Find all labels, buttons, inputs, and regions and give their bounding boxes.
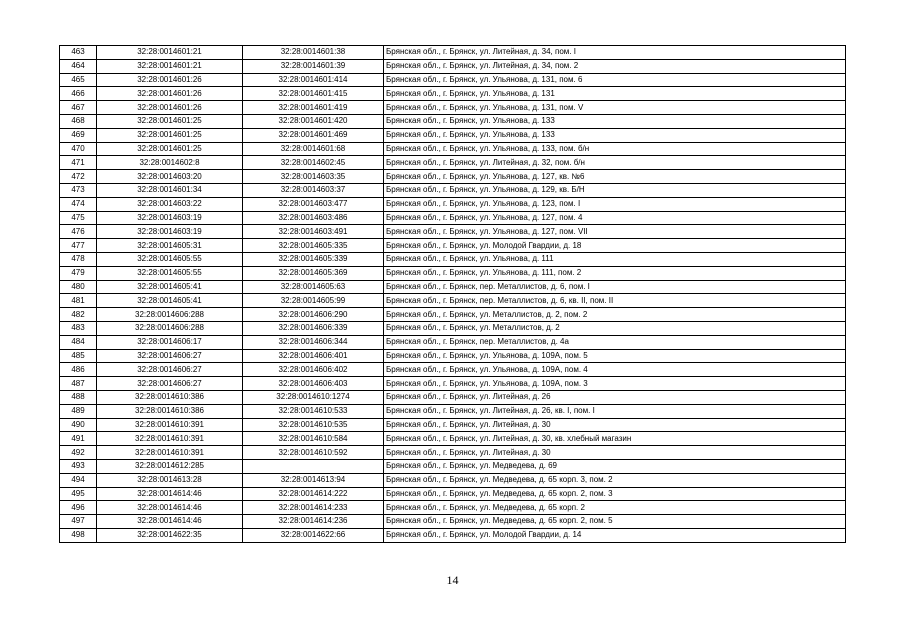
address-cell: Брянская обл., г. Брянск, ул. Ульянова, д. 127, пом. 4 bbox=[384, 211, 846, 225]
row-number-cell: 463 bbox=[60, 46, 97, 60]
row-number-cell: 474 bbox=[60, 197, 97, 211]
object-number-cell: 32:28:0014603:486 bbox=[243, 211, 384, 225]
parcel-number-cell: 32:28:0014601:21 bbox=[97, 59, 243, 73]
table-row bbox=[60, 280, 846, 294]
row-number-cell: 484 bbox=[60, 335, 97, 349]
parcel-number-cell: 32:28:0014605:41 bbox=[97, 280, 243, 294]
parcel-number-cell: 32:28:0014605:41 bbox=[97, 294, 243, 308]
row-number-cell: 470 bbox=[60, 142, 97, 156]
object-number-cell: 32:28:0014606:402 bbox=[243, 363, 384, 377]
address-cell: Брянская обл., г. Брянск, ул. Литейная, д. 34, пом. 2 bbox=[384, 59, 846, 73]
object-number-cell: 32:28:0014603:491 bbox=[243, 225, 384, 239]
row-number-cell: 483 bbox=[60, 321, 97, 335]
parcel-number-cell: 32:28:0014610:386 bbox=[97, 390, 243, 404]
row-number-cell: 498 bbox=[60, 528, 97, 542]
table-row bbox=[60, 418, 846, 432]
address-cell: Брянская обл., г. Брянск, ул. Ульянова, д. 133, пом. б/н bbox=[384, 142, 846, 156]
table-row bbox=[60, 170, 846, 184]
address-cell: Брянская обл., г. Брянск, ул. Литейная, д. 26 bbox=[384, 390, 846, 404]
table-row bbox=[60, 473, 846, 487]
object-number-cell: 32:28:0014601:38 bbox=[243, 46, 384, 60]
parcel-number-cell: 32:28:0014601:26 bbox=[97, 87, 243, 101]
parcel-number-cell: 32:28:0014606:27 bbox=[97, 363, 243, 377]
table-row bbox=[60, 101, 846, 115]
table-row bbox=[60, 128, 846, 142]
table-row bbox=[60, 432, 846, 446]
object-number-cell: 32:28:0014601:469 bbox=[243, 128, 384, 142]
parcel-number-cell: 32:28:0014614:46 bbox=[97, 487, 243, 501]
row-number-cell: 492 bbox=[60, 446, 97, 460]
table-row bbox=[60, 501, 846, 515]
row-number-cell: 473 bbox=[60, 183, 97, 197]
table-row bbox=[60, 459, 846, 473]
table-row bbox=[60, 211, 846, 225]
row-number-cell: 494 bbox=[60, 473, 97, 487]
row-number-cell: 466 bbox=[60, 87, 97, 101]
parcel-number-cell: 32:28:0014601:25 bbox=[97, 114, 243, 128]
address-cell: Брянская обл., г. Брянск, пер. Металлистов, д. 6, кв. II, пом. II bbox=[384, 294, 846, 308]
row-number-cell: 495 bbox=[60, 487, 97, 501]
address-cell: Брянская обл., г. Брянск, ул. Литейная, д. 26, кв. I, пом. I bbox=[384, 404, 846, 418]
address-cell: Брянская обл., г. Брянск, ул. Литейная, д. 30 bbox=[384, 418, 846, 432]
parcel-number-cell: 32:28:0014601:21 bbox=[97, 46, 243, 60]
parcel-number-cell: 32:28:0014601:26 bbox=[97, 101, 243, 115]
page-number: 14 bbox=[446, 573, 459, 587]
row-number-cell: 493 bbox=[60, 459, 97, 473]
parcel-number-cell: 32:28:0014603:22 bbox=[97, 197, 243, 211]
parcel-number-cell: 32:28:0014622:35 bbox=[97, 528, 243, 542]
row-number-cell: 475 bbox=[60, 211, 97, 225]
table-row bbox=[60, 225, 846, 239]
parcel-number-cell: 32:28:0014606:288 bbox=[97, 321, 243, 335]
parcel-number-cell: 32:28:0014606:27 bbox=[97, 377, 243, 391]
row-number-cell: 479 bbox=[60, 266, 97, 280]
table-row bbox=[60, 308, 846, 322]
row-number-cell: 496 bbox=[60, 501, 97, 515]
object-number-cell: 32:28:0014605:63 bbox=[243, 280, 384, 294]
table-row bbox=[60, 321, 846, 335]
address-cell: Брянская обл., г. Брянск, ул. Ульянова, д. 111 bbox=[384, 252, 846, 266]
table-row bbox=[60, 404, 846, 418]
table-row bbox=[60, 528, 846, 542]
row-number-cell: 468 bbox=[60, 114, 97, 128]
row-number-cell: 469 bbox=[60, 128, 97, 142]
table-row bbox=[60, 73, 846, 87]
address-cell: Брянская обл., г. Брянск, ул. Молодой Гвардии, д. 14 bbox=[384, 528, 846, 542]
row-number-cell: 488 bbox=[60, 390, 97, 404]
parcel-number-cell: 32:28:0014601:25 bbox=[97, 128, 243, 142]
address-cell: Брянская обл., г. Брянск, ул. Ульянова, д. 111, пом. 2 bbox=[384, 266, 846, 280]
row-number-cell: 465 bbox=[60, 73, 97, 87]
object-number-cell: 32:28:0014601:415 bbox=[243, 87, 384, 101]
parcel-number-cell: 32:28:0014603:20 bbox=[97, 170, 243, 184]
parcel-number-cell: 32:28:0014603:19 bbox=[97, 225, 243, 239]
address-cell: Брянская обл., г. Брянск, ул. Ульянова, д. 131, пом. 6 bbox=[384, 73, 846, 87]
table-row bbox=[60, 59, 846, 73]
parcel-number-cell: 32:28:0014612:285 bbox=[97, 459, 243, 473]
address-cell: Брянская обл., г. Брянск, ул. Металлистов, д. 2, пом. 2 bbox=[384, 308, 846, 322]
row-number-cell: 476 bbox=[60, 225, 97, 239]
parcel-number-cell: 32:28:0014613:28 bbox=[97, 473, 243, 487]
address-cell: Брянская обл., г. Брянск, ул. Медведева, д. 69 bbox=[384, 459, 846, 473]
parcel-number-cell: 32:28:0014610:391 bbox=[97, 446, 243, 460]
table-row bbox=[60, 446, 846, 460]
table-row bbox=[60, 363, 846, 377]
table-row bbox=[60, 197, 846, 211]
table-row bbox=[60, 87, 846, 101]
object-number-cell: 32:28:0014606:403 bbox=[243, 377, 384, 391]
row-number-cell: 485 bbox=[60, 349, 97, 363]
object-number-cell: 32:28:0014606:339 bbox=[243, 321, 384, 335]
parcel-number-cell: 32:28:0014603:19 bbox=[97, 211, 243, 225]
parcel-number-cell: 32:28:0014602:8 bbox=[97, 156, 243, 170]
row-number-cell: 481 bbox=[60, 294, 97, 308]
address-cell: Брянская обл., г. Брянск, ул. Ульянова, д. 127, пом. VII bbox=[384, 225, 846, 239]
address-cell: Брянская обл., г. Брянск, ул. Ульянова, д. 129, кв. Б/Н bbox=[384, 183, 846, 197]
object-number-cell: 32:28:0014610:1274 bbox=[243, 390, 384, 404]
row-number-cell: 477 bbox=[60, 239, 97, 253]
parcel-number-cell: 32:28:0014610:391 bbox=[97, 432, 243, 446]
registry-table bbox=[59, 45, 846, 543]
address-cell: Брянская обл., г. Брянск, ул. Ульянова, д. 133 bbox=[384, 114, 846, 128]
table-row bbox=[60, 515, 846, 529]
object-number-cell: 32:28:0014605:339 bbox=[243, 252, 384, 266]
object-number-cell: 32:28:0014610:535 bbox=[243, 418, 384, 432]
address-cell: Брянская обл., г. Брянск, ул. Литейная, д. 30, кв. хлебный магазин bbox=[384, 432, 846, 446]
object-number-cell: 32:28:0014610:592 bbox=[243, 446, 384, 460]
address-cell: Брянская обл., г. Брянск, ул. Литейная, д. 30 bbox=[384, 446, 846, 460]
row-number-cell: 472 bbox=[60, 170, 97, 184]
address-cell: Брянская обл., г. Брянск, ул. Ульянова, д. 131 bbox=[384, 87, 846, 101]
row-number-cell: 478 bbox=[60, 252, 97, 266]
object-number-cell: 32:28:0014601:68 bbox=[243, 142, 384, 156]
table-row bbox=[60, 377, 846, 391]
object-number-cell: 32:28:0014610:584 bbox=[243, 432, 384, 446]
object-number-cell: 32:28:0014614:222 bbox=[243, 487, 384, 501]
table-row bbox=[60, 294, 846, 308]
row-number-cell: 471 bbox=[60, 156, 97, 170]
parcel-number-cell: 32:28:0014605:31 bbox=[97, 239, 243, 253]
address-cell: Брянская обл., г. Брянск, ул. Ульянова, д. 127, кв. №6 bbox=[384, 170, 846, 184]
object-number-cell: 32:28:0014606:401 bbox=[243, 349, 384, 363]
table-row bbox=[60, 266, 846, 280]
row-number-cell: 480 bbox=[60, 280, 97, 294]
table-row bbox=[60, 390, 846, 404]
object-number-cell bbox=[243, 459, 384, 473]
object-number-cell: 32:28:0014622:66 bbox=[243, 528, 384, 542]
object-number-cell: 32:28:0014601:39 bbox=[243, 59, 384, 73]
object-number-cell: 32:28:0014601:414 bbox=[243, 73, 384, 87]
table-row bbox=[60, 349, 846, 363]
parcel-number-cell: 32:28:0014605:55 bbox=[97, 266, 243, 280]
table-row bbox=[60, 239, 846, 253]
address-cell: Брянская обл., г. Брянск, ул. Медведева, д. 65 корп. 2, пом. 3 bbox=[384, 487, 846, 501]
parcel-number-cell: 32:28:0014606:17 bbox=[97, 335, 243, 349]
row-number-cell: 487 bbox=[60, 377, 97, 391]
object-number-cell: 32:28:0014614:233 bbox=[243, 501, 384, 515]
object-number-cell: 32:28:0014602:45 bbox=[243, 156, 384, 170]
address-cell: Брянская обл., г. Брянск, ул. Медведева, д. 65 корп. 2, пом. 5 bbox=[384, 515, 846, 529]
table-row bbox=[60, 252, 846, 266]
address-cell: Брянская обл., г. Брянск, ул. Ульянова, д. 133 bbox=[384, 128, 846, 142]
parcel-number-cell: 32:28:0014614:46 bbox=[97, 501, 243, 515]
row-number-cell: 490 bbox=[60, 418, 97, 432]
table-row bbox=[60, 183, 846, 197]
address-cell: Брянская обл., г. Брянск, ул. Металлистов, д. 2 bbox=[384, 321, 846, 335]
address-cell: Брянская обл., г. Брянск, ул. Ульянова, д. 109А, пом. 4 bbox=[384, 363, 846, 377]
object-number-cell: 32:28:0014606:344 bbox=[243, 335, 384, 349]
parcel-number-cell: 32:28:0014606:288 bbox=[97, 308, 243, 322]
row-number-cell: 497 bbox=[60, 515, 97, 529]
row-number-cell: 464 bbox=[60, 59, 97, 73]
table-row bbox=[60, 487, 846, 501]
table-row bbox=[60, 335, 846, 349]
row-number-cell: 467 bbox=[60, 101, 97, 115]
table-row bbox=[60, 142, 846, 156]
row-number-cell: 482 bbox=[60, 308, 97, 322]
address-cell: Брянская обл., г. Брянск, ул. Литейная, д. 32, пом. б/н bbox=[384, 156, 846, 170]
parcel-number-cell: 32:28:0014614:46 bbox=[97, 515, 243, 529]
object-number-cell: 32:28:0014603:477 bbox=[243, 197, 384, 211]
address-cell: Брянская обл., г. Брянск, ул. Медведева, д. 65 корп. 2 bbox=[384, 501, 846, 515]
address-cell: Брянская обл., г. Брянск, ул. Литейная, д. 34, пом. I bbox=[384, 46, 846, 60]
object-number-cell: 32:28:0014603:35 bbox=[243, 170, 384, 184]
table-row bbox=[60, 114, 846, 128]
parcel-number-cell: 32:28:0014601:26 bbox=[97, 73, 243, 87]
object-number-cell: 32:28:0014605:335 bbox=[243, 239, 384, 253]
object-number-cell: 32:28:0014605:369 bbox=[243, 266, 384, 280]
row-number-cell: 491 bbox=[60, 432, 97, 446]
row-number-cell: 486 bbox=[60, 363, 97, 377]
address-cell: Брянская обл., г. Брянск, ул. Ульянова, д. 109А, пом. 5 bbox=[384, 349, 846, 363]
row-number-cell: 489 bbox=[60, 404, 97, 418]
parcel-number-cell: 32:28:0014610:391 bbox=[97, 418, 243, 432]
address-cell: Брянская обл., г. Брянск, пер. Металлистов, д. 4а bbox=[384, 335, 846, 349]
registry-table-body bbox=[60, 46, 846, 543]
object-number-cell: 32:28:0014606:290 bbox=[243, 308, 384, 322]
object-number-cell: 32:28:0014613:94 bbox=[243, 473, 384, 487]
object-number-cell: 32:28:0014601:420 bbox=[243, 114, 384, 128]
table-row bbox=[60, 156, 846, 170]
parcel-number-cell: 32:28:0014606:27 bbox=[97, 349, 243, 363]
parcel-number-cell: 32:28:0014610:386 bbox=[97, 404, 243, 418]
address-cell: Брянская обл., г. Брянск, ул. Медведева, д. 65 корп. 3, пом. 2 bbox=[384, 473, 846, 487]
parcel-number-cell: 32:28:0014601:25 bbox=[97, 142, 243, 156]
address-cell: Брянская обл., г. Брянск, ул. Ульянова, д. 109А, пом. 3 bbox=[384, 377, 846, 391]
object-number-cell: 32:28:0014605:99 bbox=[243, 294, 384, 308]
object-number-cell: 32:28:0014614:236 bbox=[243, 515, 384, 529]
object-number-cell: 32:28:0014610:533 bbox=[243, 404, 384, 418]
address-cell: Брянская обл., г. Брянск, ул. Молодой Гвардии, д. 18 bbox=[384, 239, 846, 253]
parcel-number-cell: 32:28:0014605:55 bbox=[97, 252, 243, 266]
object-number-cell: 32:28:0014603:37 bbox=[243, 183, 384, 197]
parcel-number-cell: 32:28:0014601:34 bbox=[97, 183, 243, 197]
object-number-cell: 32:28:0014601:419 bbox=[243, 101, 384, 115]
address-cell: Брянская обл., г. Брянск, пер. Металлистов, д. 6, пом. I bbox=[384, 280, 846, 294]
address-cell: Брянская обл., г. Брянск, ул. Ульянова, д. 131, пом. V bbox=[384, 101, 846, 115]
table-row bbox=[60, 46, 846, 60]
address-cell: Брянская обл., г. Брянск, ул. Ульянова, д. 123, пом. I bbox=[384, 197, 846, 211]
